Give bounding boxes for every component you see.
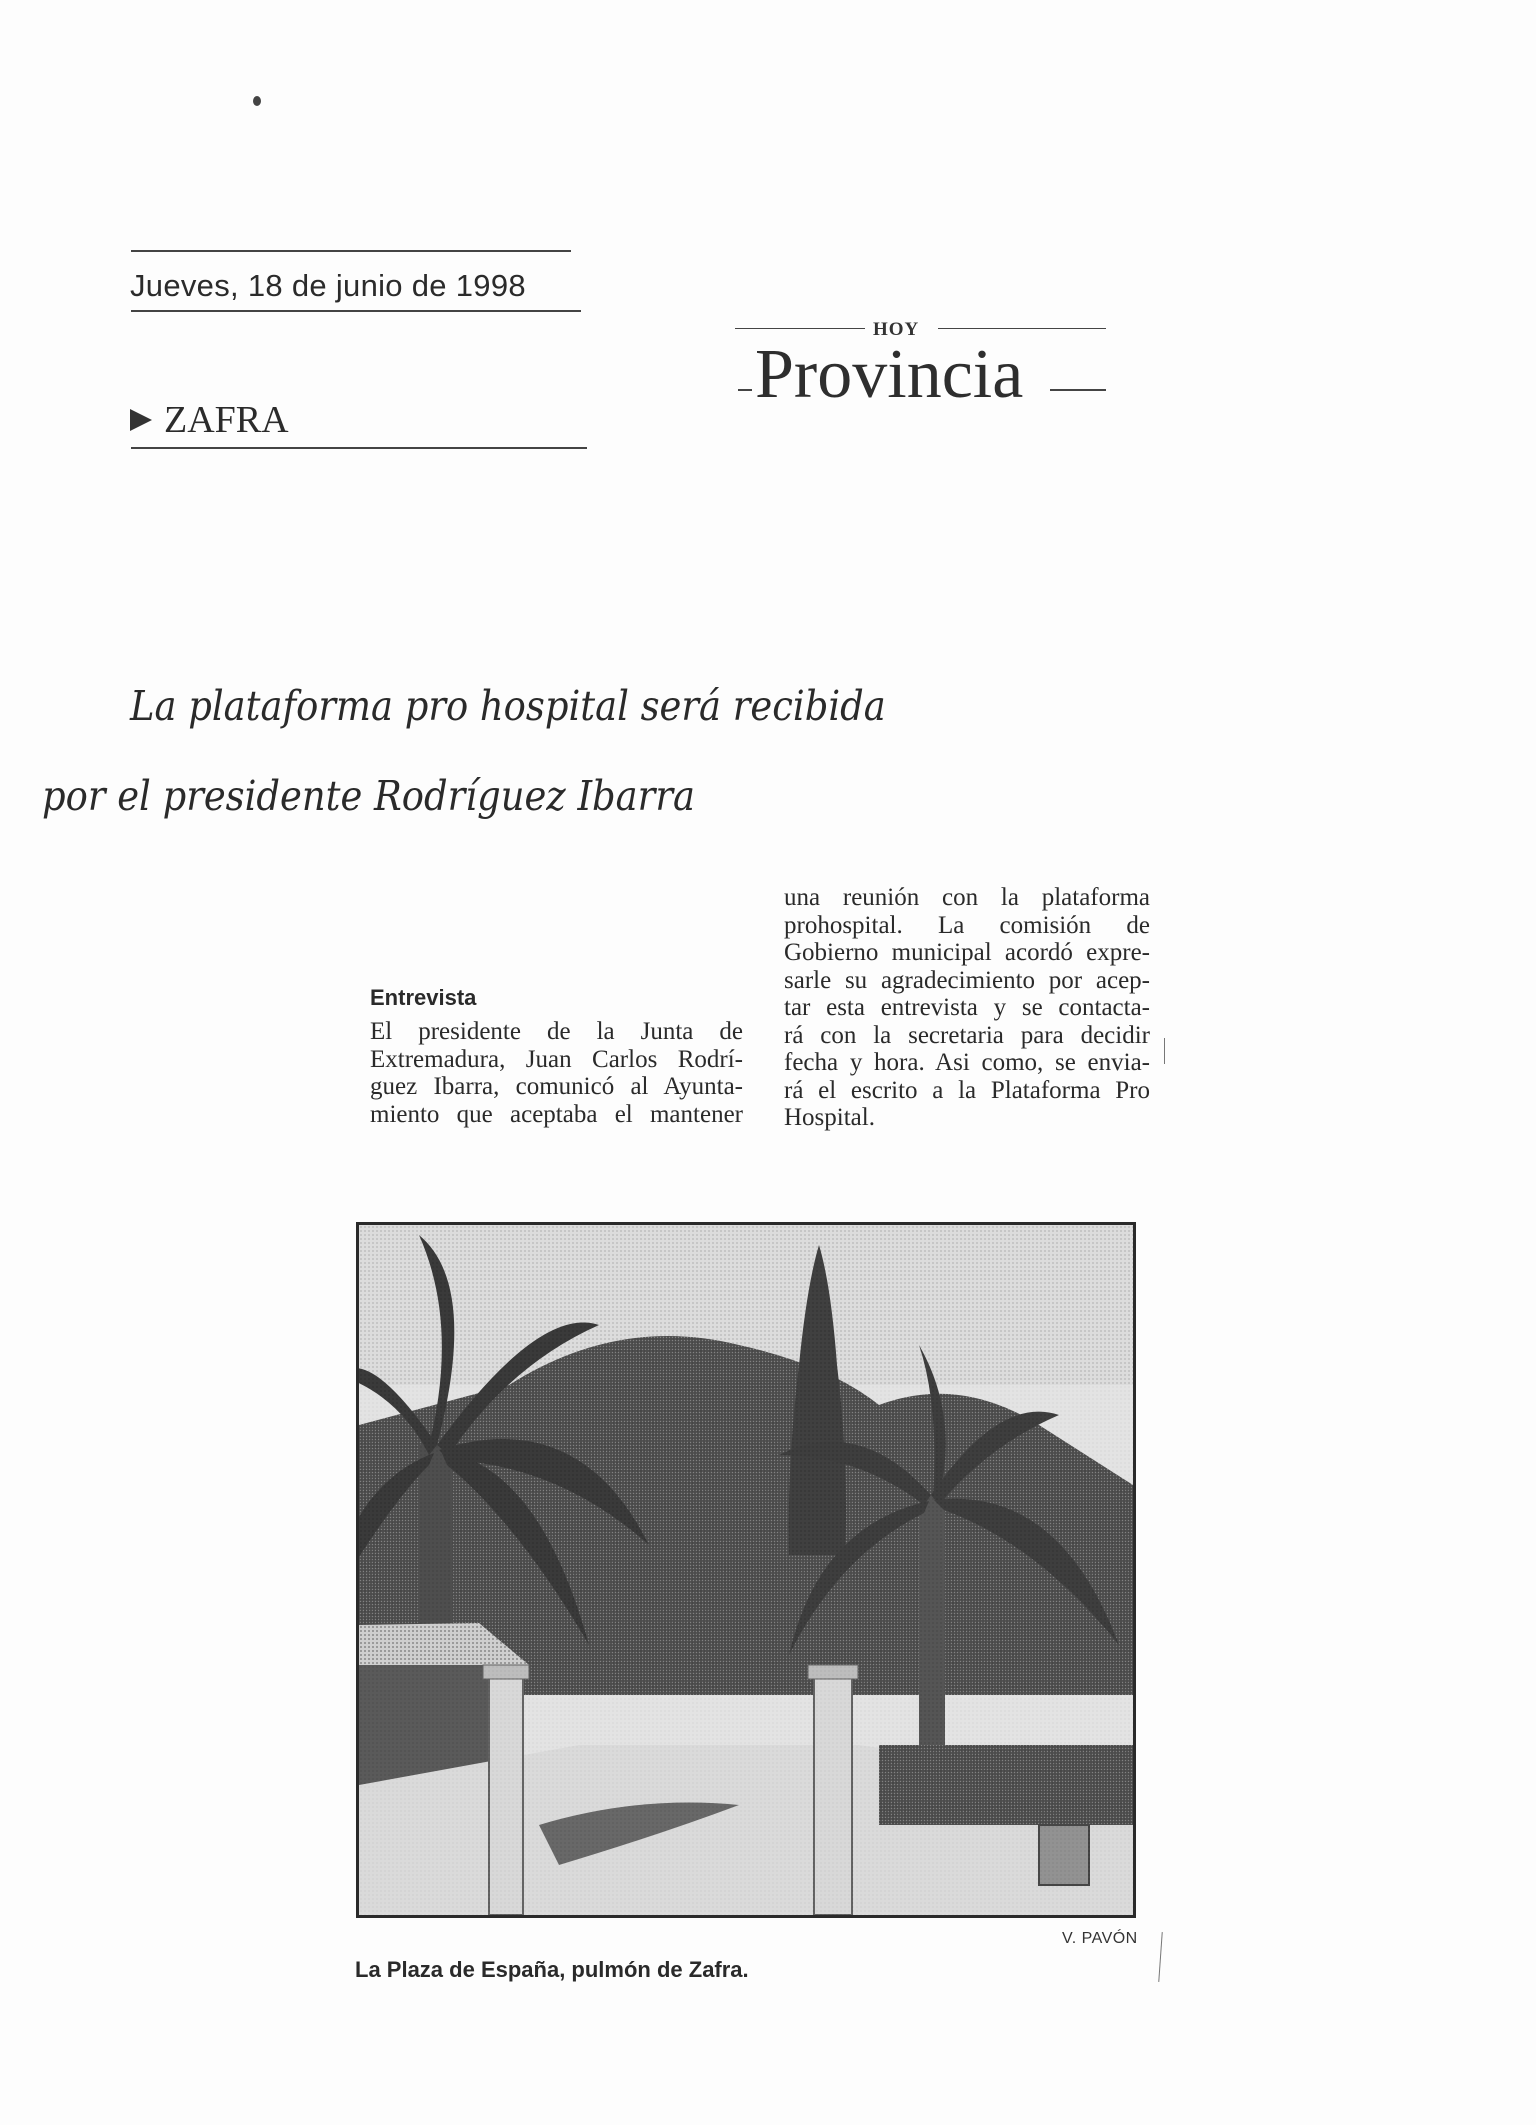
title-rule-left	[738, 389, 752, 391]
park-photo-illustration	[359, 1225, 1133, 1915]
masthead-rule-right	[938, 328, 1106, 329]
body-line: miento que aceptaba el mantener	[370, 1100, 743, 1128]
headline-line-2: por el presidente Rodríguez Ibarra	[42, 772, 695, 820]
section-label	[130, 398, 289, 442]
photo-caption: La Plaza de España, pulmón de Zafra.	[355, 1957, 749, 1982]
masthead-title: Provincia	[755, 336, 1024, 413]
article-column-right	[784, 884, 1150, 1132]
scan-mark	[1158, 1932, 1162, 1982]
photo-credit: V. PAVÓN	[1062, 1930, 1138, 1947]
ink-spot	[253, 96, 261, 106]
body-line: Hospital.	[784, 1104, 875, 1131]
body-line: guez Ibarra, comunicó al Ayunta-	[370, 1073, 743, 1100]
body-line: fecha y hora. Asi como, se envia-	[784, 1049, 1150, 1076]
publication-date: Jueves, 18 de junio de 1998	[130, 268, 526, 303]
article-kicker: Entrevista	[370, 985, 477, 1010]
body-line: rá el escrito a la Plataforma Pro	[784, 1076, 1150, 1104]
date-top-rule	[131, 250, 571, 252]
triangle-right-icon	[130, 409, 152, 431]
section-bottom-rule	[131, 447, 587, 449]
body-line: tar esta entrevista y se contacta-	[784, 994, 1150, 1021]
article-column-left	[370, 1018, 743, 1128]
body-line: prohospital. La comisión de	[784, 911, 1150, 939]
masthead-rule-left	[735, 328, 865, 329]
body-line: Gobierno municipal acordó expre-	[784, 939, 1150, 966]
scan-mark	[1164, 1038, 1165, 1064]
date-bottom-rule	[131, 310, 581, 312]
body-line: El presidente de la Junta de	[370, 1018, 743, 1045]
title-rule-right	[1050, 389, 1106, 391]
body-line: rá con la secretaria para decidir	[784, 1021, 1150, 1049]
section-name: ZAFRA	[164, 399, 289, 441]
body-line: Extremadura, Juan Carlos Rodrí-	[370, 1045, 743, 1073]
body-line: una reunión con la plataforma	[784, 884, 1150, 911]
news-photo	[356, 1222, 1136, 1918]
masthead-brand: HOY	[873, 319, 920, 340]
body-line: sarle su agradecimiento por acep-	[784, 966, 1150, 994]
headline-line-1: La plataforma pro hospital será recibida	[130, 682, 886, 730]
